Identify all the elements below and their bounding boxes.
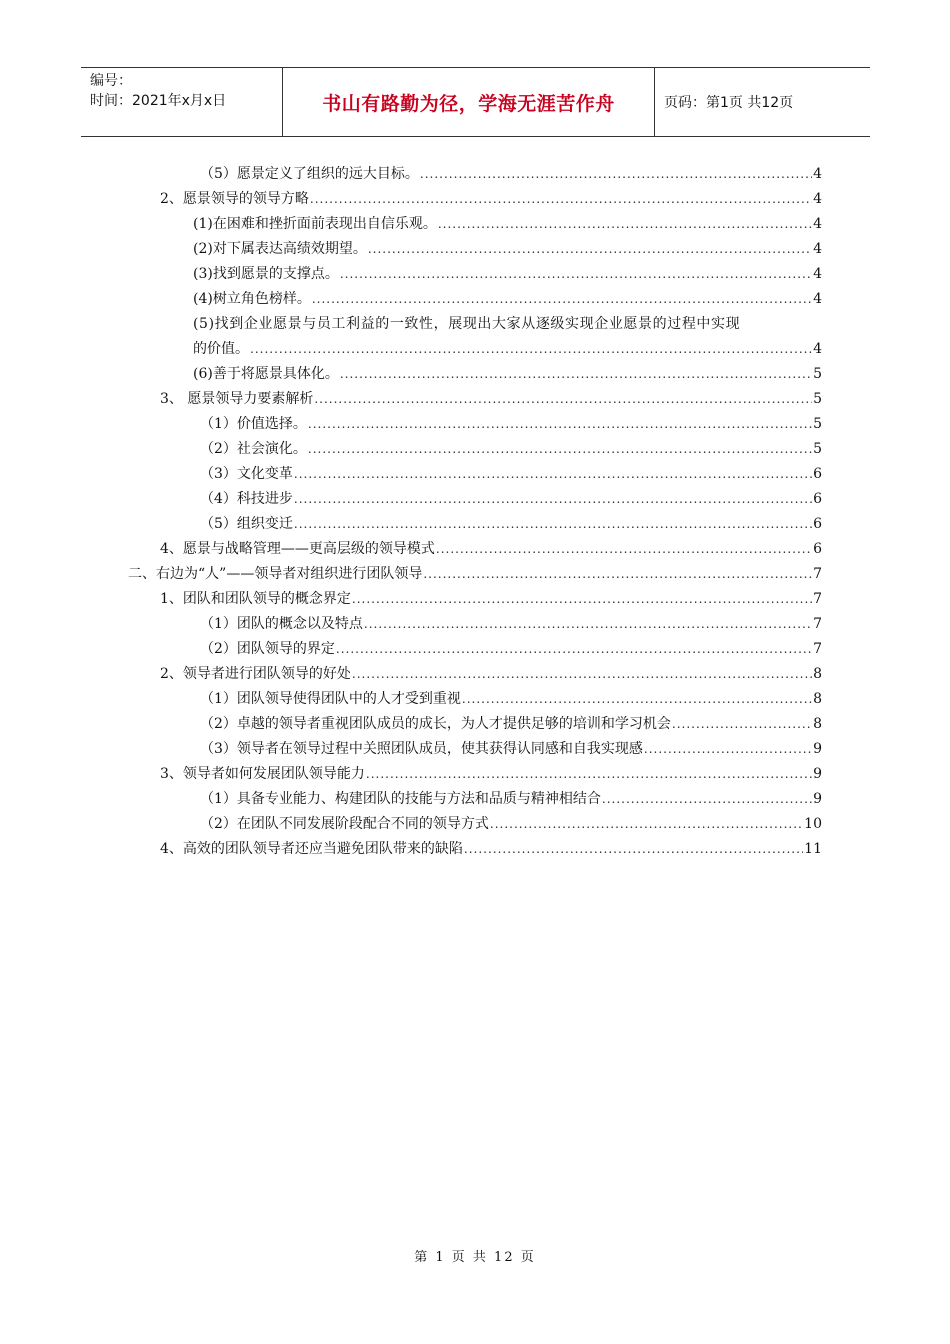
toc-entry-page: 10 bbox=[804, 816, 822, 832]
toc-leader-dots bbox=[368, 240, 812, 258]
toc-entry-title: (6)善于将愿景具体化。 bbox=[193, 366, 339, 382]
toc-entry-title: (1)在困难和挫折面前表现出自信乐观。 bbox=[193, 216, 437, 232]
toc-leader-dots bbox=[294, 465, 812, 483]
toc-leader-dots bbox=[308, 415, 812, 433]
toc-leader-dots bbox=[436, 540, 812, 558]
toc-entry-page: 4 bbox=[813, 241, 822, 257]
toc-entry-page: 4 bbox=[813, 191, 822, 207]
toc-entry[interactable] bbox=[200, 508, 822, 533]
toc-entry-page: 4 bbox=[813, 216, 822, 232]
toc-entry-page: 8 bbox=[813, 716, 822, 732]
toc-leader-dots bbox=[490, 815, 803, 833]
toc-entry-title: （5）组织变迁 bbox=[200, 516, 293, 532]
toc-leader-dots bbox=[602, 790, 812, 808]
toc-entry-page: 6 bbox=[813, 491, 822, 507]
toc-leader-dots bbox=[294, 515, 812, 533]
toc-entry[interactable] bbox=[160, 833, 822, 858]
toc-entry-title: （5）愿景定义了组织的远大目标。 bbox=[200, 166, 419, 182]
toc-entry[interactable] bbox=[200, 483, 822, 508]
toc-leader-dots bbox=[312, 290, 812, 308]
toc-entry-page: 6 bbox=[813, 516, 822, 532]
toc-entry-title: （1）具备专业能力、构建团队的技能与方法和品质与精神相结合 bbox=[200, 791, 601, 807]
toc-entry-title: 的价值。 bbox=[193, 341, 249, 357]
toc-entry-page: 7 bbox=[813, 616, 822, 632]
header-page-info: 页码：第1页 共12页 bbox=[664, 95, 794, 111]
toc-leader-dots bbox=[314, 390, 812, 408]
toc-entry-title: （1）团队的概念以及特点 bbox=[200, 616, 363, 632]
toc-entry-page: 9 bbox=[813, 791, 822, 807]
toc-entry-title: 3、领导者如何发展团队领导能力 bbox=[160, 766, 365, 782]
toc-entry-title: 二、右边为“人”——领导者对组织进行团队领导 bbox=[128, 566, 423, 582]
toc-entry-page: 4 bbox=[813, 341, 822, 357]
toc-entry-title: 4、高效的团队领导者还应当避免团队带来的缺陷 bbox=[160, 841, 463, 857]
document-number-label: 编号： bbox=[90, 73, 132, 89]
header-slogan-cell bbox=[282, 68, 655, 136]
toc-entry-title: （2）社会演化。 bbox=[200, 441, 307, 457]
toc-entry-wrapped-line[interactable]: (5)找到企业愿景与员工利益的一致性，展现出大家从逐级实现企业愿景的过程中实现 bbox=[193, 316, 741, 332]
toc-entry-title: 2、愿景领导的领导方略 bbox=[160, 191, 309, 207]
toc-entry[interactable] bbox=[160, 658, 822, 683]
toc-leader-dots bbox=[364, 615, 812, 633]
toc-entry-page: 6 bbox=[813, 541, 822, 557]
toc-entry-page: 8 bbox=[813, 691, 822, 707]
toc-entry-title: (2)对下属表达高绩效期望。 bbox=[193, 241, 367, 257]
toc-leader-dots bbox=[352, 665, 812, 683]
toc-entry[interactable] bbox=[200, 633, 822, 658]
toc-entry-title: （1）价值选择。 bbox=[200, 416, 307, 432]
toc-entry-page: 9 bbox=[813, 766, 822, 782]
toc-entry[interactable] bbox=[200, 708, 822, 733]
toc-entry-page: 7 bbox=[813, 566, 822, 582]
toc-leader-dots bbox=[336, 640, 812, 658]
toc-entry-title: （3）文化变革 bbox=[200, 466, 293, 482]
toc-leader-dots bbox=[366, 765, 812, 783]
toc-leader-dots bbox=[464, 840, 803, 858]
toc-entry[interactable] bbox=[200, 608, 822, 633]
toc-entry-title: 3、 愿景领导力要素解析 bbox=[160, 391, 314, 407]
toc-entry[interactable] bbox=[200, 158, 822, 183]
toc-entry[interactable] bbox=[160, 758, 822, 783]
toc-entry-title: 2、领导者进行团队领导的好处 bbox=[160, 666, 351, 682]
toc-entry[interactable] bbox=[160, 583, 822, 608]
toc-entry-title: （2）团队领导的界定 bbox=[200, 641, 335, 657]
toc-entry-title: 1、团队和团队领导的概念界定 bbox=[160, 591, 351, 607]
header-meta bbox=[81, 68, 282, 136]
toc-entry-page: 4 bbox=[813, 291, 822, 307]
toc-entry-title: （2）在团队不同发展阶段配合不同的领导方式 bbox=[200, 816, 489, 832]
toc-entry-page: 5 bbox=[813, 391, 822, 407]
toc-leader-dots bbox=[420, 165, 812, 183]
toc-entry-title: （2）卓越的领导者重视团队成员的成长，为人才提供足够的培训和学习机会 bbox=[200, 716, 671, 732]
toc-entry-page: 5 bbox=[813, 366, 822, 382]
toc-entry-page: 8 bbox=[813, 666, 822, 682]
toc-entry[interactable] bbox=[200, 458, 822, 483]
toc-entry-page: 11 bbox=[804, 841, 822, 857]
toc-entry[interactable] bbox=[193, 208, 822, 233]
toc-leader-dots bbox=[310, 190, 812, 208]
toc-entry[interactable] bbox=[200, 408, 822, 433]
toc-entry-page: 4 bbox=[813, 266, 822, 282]
toc-entry[interactable] bbox=[200, 808, 822, 833]
toc-leader-dots bbox=[672, 715, 812, 733]
toc-entry-title: (3)找到愿景的支撑点。 bbox=[193, 266, 339, 282]
toc-leader-dots bbox=[294, 490, 812, 508]
toc-entry[interactable] bbox=[160, 533, 822, 558]
toc-entry[interactable] bbox=[200, 733, 822, 758]
toc-leader-dots bbox=[644, 740, 812, 758]
toc-entry[interactable] bbox=[200, 683, 822, 708]
toc-leader-dots bbox=[438, 215, 812, 233]
toc-leader-dots bbox=[352, 590, 812, 608]
toc-entry-page: 6 bbox=[813, 466, 822, 482]
toc-entry[interactable] bbox=[193, 233, 822, 258]
toc-leader-dots bbox=[340, 365, 812, 383]
toc-entry-title: 4、愿景与战略管理——更高层级的领导模式 bbox=[160, 541, 435, 557]
toc-entry-page: 7 bbox=[813, 591, 822, 607]
toc-entry[interactable] bbox=[160, 183, 822, 208]
toc-entry[interactable] bbox=[193, 258, 822, 283]
toc-entry[interactable] bbox=[193, 283, 822, 308]
toc-leader-dots bbox=[423, 565, 812, 583]
page-header bbox=[81, 67, 870, 137]
toc-entry-page: 4 bbox=[813, 166, 822, 182]
toc-entry-page: 7 bbox=[813, 641, 822, 657]
toc-entry-title: (4)树立角色榜样。 bbox=[193, 291, 311, 307]
toc-leader-dots bbox=[462, 690, 812, 708]
toc-entry-title: （3）领导者在领导过程中关照团队成员，使其获得认同感和自我实现感 bbox=[200, 741, 643, 757]
toc-leader-dots bbox=[340, 265, 812, 283]
toc-entry-title: （1）团队领导使得团队中的人才受到重视 bbox=[200, 691, 461, 707]
toc-entry[interactable] bbox=[193, 358, 822, 383]
toc-entry[interactable] bbox=[160, 383, 822, 408]
header-slogan: 书山有路勤为径，学海无涯苦作舟 bbox=[322, 92, 615, 115]
toc-entry[interactable] bbox=[128, 558, 822, 583]
toc-leader-dots bbox=[250, 340, 812, 358]
toc-entry[interactable] bbox=[193, 333, 822, 358]
toc-entry[interactable] bbox=[200, 433, 822, 458]
page-footer: 第 1 页 共 12 页 bbox=[414, 1250, 536, 1265]
toc-entry[interactable] bbox=[200, 783, 822, 808]
document-date-label: 时间：2021年x月x日 bbox=[90, 93, 227, 109]
toc-entry-page: 9 bbox=[813, 741, 822, 757]
toc-entry-page: 5 bbox=[813, 416, 822, 432]
toc-leader-dots bbox=[308, 440, 812, 458]
toc-entry-page: 5 bbox=[813, 441, 822, 457]
toc-entry-title: （4）科技进步 bbox=[200, 491, 293, 507]
